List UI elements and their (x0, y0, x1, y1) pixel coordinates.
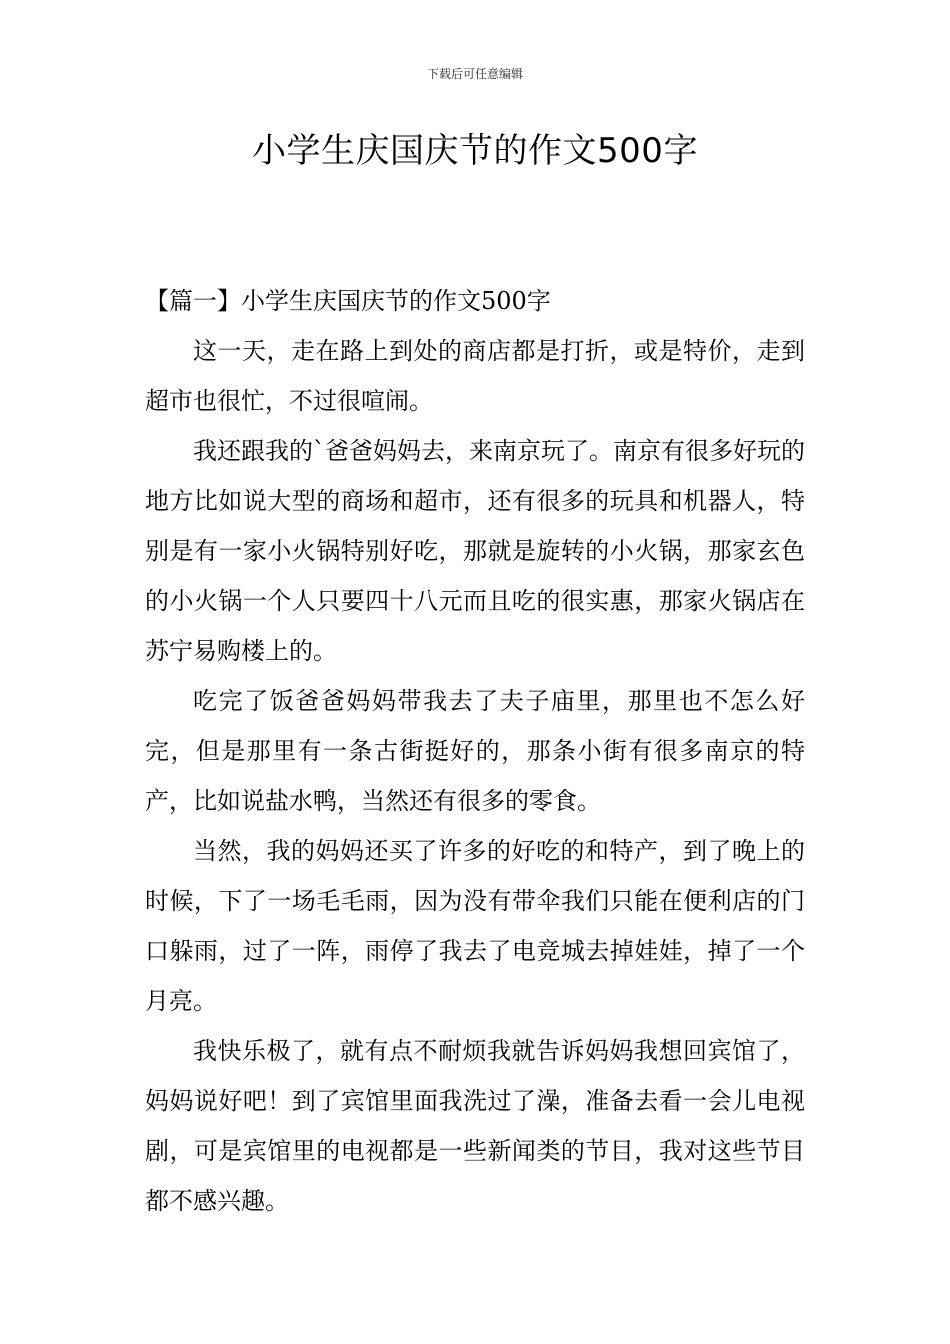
header-note: 下载后可任意编辑 (426, 67, 523, 81)
paragraph: 当然，我的妈妈还买了许多的好吃的和特产，到了晚上的时候，下了一场毛毛雨，因为没有带伞我们只能在便利店的门口躲雨，过了一阵，雨停了我去了电竞城去掉娃娃，掉了一个月亮。 (145, 837, 805, 1015)
paragraph: 吃完了饭爸爸妈妈带我去了夫子庙里，那里也不怎么好完，但是那里有一条古街挺好的，那条小街有很多南京的特产，比如说盐水鸭，当然还有很多的零食。 (145, 687, 805, 815)
document-body (145, 276, 805, 1226)
paragraph: 我快乐极了，就有点不耐烦我就告诉妈妈我想回宾馆了，妈妈说好吧！到了宾馆里面我洗过了澡，准备去看一会儿电视剧，可是宾馆里的电视都是一些新闻类的节目，我对这些节目都不感兴趣。 (145, 1037, 805, 1215)
paragraph: 我还跟我的`爸爸妈妈去，来南京玩了。南京有很多好玩的地方比如说大型的商场和超市，还有很多的玩具和机器人，特别是有一家小火锅特别好吃，那就是旋转的小火锅，那家玄色的小火锅一个人只要四十八元而且吃的很实惠，那家火锅店在苏宁易购楼上的。 (145, 437, 805, 665)
section-heading: 【篇一】小学生庆国庆节的作文500字 (145, 287, 551, 315)
document-title: 小学生庆国庆节的作文500字 (252, 131, 698, 171)
paragraph: 这一天，走在路上到处的商店都是打折，或是特价，走到超市也很忙，不过很喧闹。 (145, 337, 805, 415)
